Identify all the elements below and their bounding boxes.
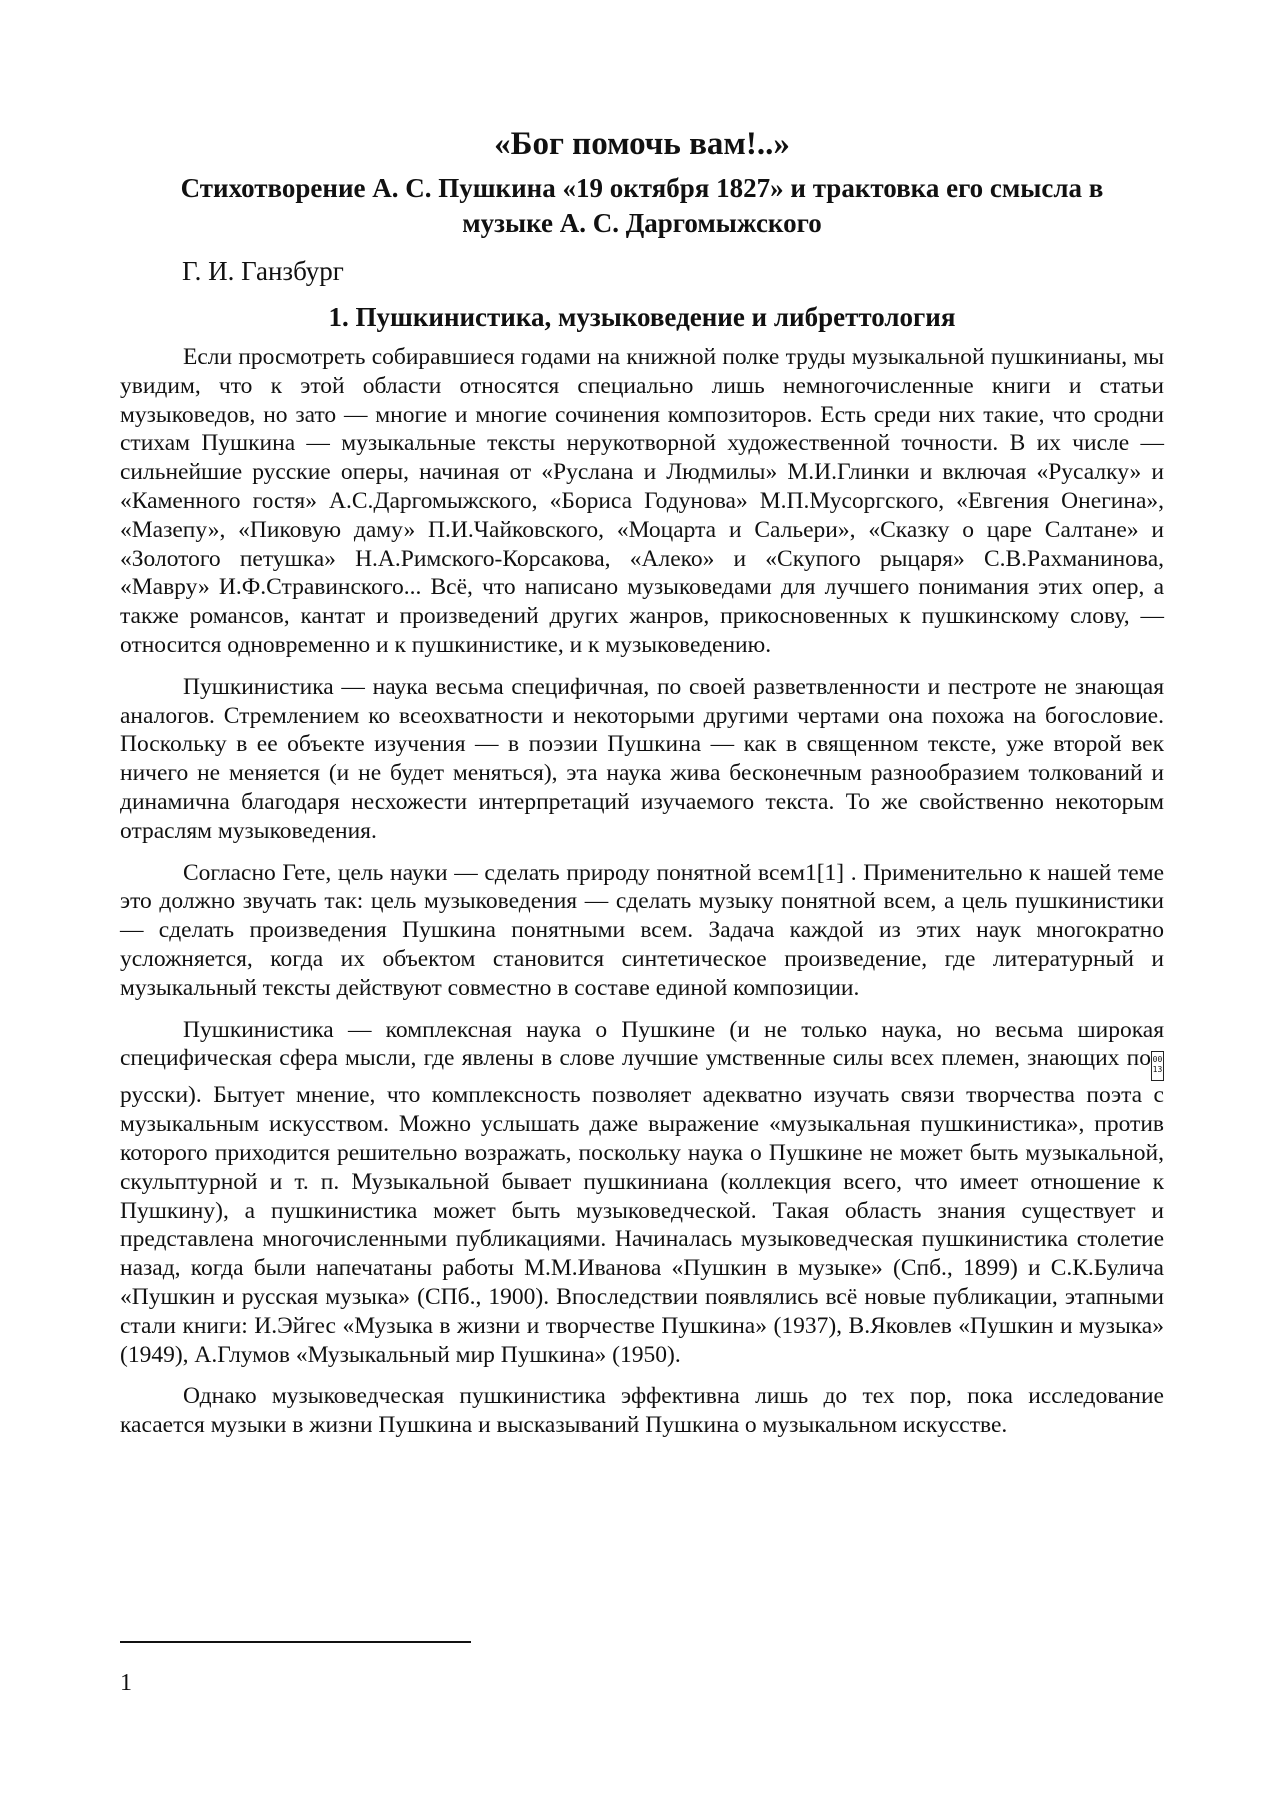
paragraph-5: Однако музыковедческая пушкинистика эффективна лишь до тех пор, пока исследование касается музыки в жизни Пушкина и высказываний Пушкина о музыкальном искусстве. <box>120 1383 1164 1439</box>
author-name: Г. И. Ганзбург <box>182 256 344 286</box>
document-title: «Бог помочь вам!..» <box>494 126 790 162</box>
paragraph-4 <box>120 1016 1164 1370</box>
document-subtitle <box>120 171 1164 241</box>
missing-glyph-box: 00 13 <box>1151 1051 1164 1081</box>
paragraph-1: Если просмотреть собиравшиеся годами на книжной полке труды музыкальной пушкинианы, мы увидим, что к этой области относятся специально лишь немногочисленные книги и статьи музыковедов, но зато — многие и многие сочинения композиторов. Есть среди них такие, что сродни стихам Пушкина — музыкальные тексты нерукотворной художественной точности. В их числе — сильнейшие русские оперы, начиная от «Руслана и Людмилы» М.И.Глинки и включая «Русалку» и «Каменного гостя» А.С.Даргомыжского, «Бориса Годунова» М.П.Мусоргского, «Евгения Онегина», «Мазепу», «Пиковую даму» П.И.Чайковского, «Моцарта и Сальери», «Сказку о царе Салтане» и «Золотого петушка» Н.А.Римского-Корсакова, «Алеко» и «Скупого рыцаря» С.В.Рахманинова, «Мавру» И.Ф.Стравинского... Всё, что написано музыковедами для лучшего понимания этих опер, а также романсов, кантат и произведений других жанров, прикосновенных к пушкинскому слову, — относится одновременно и к пушкинистике, и к музыковедению. <box>120 344 1164 658</box>
body-text <box>120 343 1164 1453</box>
footnote-separator <box>120 1641 471 1643</box>
paragraph-4-part-a: Пушкинистика — комплексная наука о Пушкине (и не только наука, но весьма широкая специфическая сфера мысли, где явлены в слове лучшие умственные силы всех племен, знающих по <box>120 1016 1164 1072</box>
paragraph-3: Согласно Гете, цель науки — сделать природу понятной всем1[1] . Применительно к нашей теме это должно звучать так: цель музыковедения — сделать музыку понятной всем, а цель пушкинистики — сделать произведения Пушкина понятными всем. Задача каждой из этих наук многократно усложняется, когда их объектом становится синтетическое произведение, где литературный и музыкальный тексты действуют совместно в составе единой композиции. <box>120 859 1164 1001</box>
subtitle-line-2: музыке А. С. Даргомыжского <box>462 208 822 238</box>
paragraph-4-part-b: русски). Бытует мнение, что комплексность позволяет адекватно изучать связи творчества поэта с музыкальным искусством. Можно услышать даже выражение «музыкальная пушкинистика», против которого приходится решительно возражать, поскольку наука о Пушкине не может быть музыкальной, скульптурной и т. п. Музыкальной бывает пушкиниана (коллекция всего, что имеет отношение к Пушкину), а пушкинистика может быть музыковедческой. Такая область знания существует и представлена многочисленными публикациями. Начиналась музыковедческая пушкинистика столетие назад, когда были напечатаны работы М.М.Иванова «Пушкин в музыке» (Спб., 1899) и С.К.Булича «Пушкин и русская музыка» (СПб., 1900). Впоследствии появлялись всё новые публикации, этапными стали книги: И.Эйгес «Музыка в жизни и творчестве Пушкина» (1937), В.Яковлев «Пушкин и музыка» (1949), А.Глумов «Музыкальный мир Пушкина» (1950). <box>120 1082 1164 1368</box>
paragraph-2: Пушкинистика — наука весьма специфичная, по своей разветвленности и пестроте не знающая аналогов. Стремлением ко всеохватности и некоторыми другими чертами она похожа на богословие. Поскольку в ее объекте изучения — в поэзии Пушкина — как в священном тексте, уже второй век ничего не меняется (и не будет меняться), эта наука жива бесконечным разнообразием толкований и динамична благодаря несхожести интерпретаций изучаемого текста. То же свойственно некоторым отраслям музыковедения. <box>120 673 1164 844</box>
footnote-number: 1 <box>120 1670 132 1696</box>
section-heading: 1. Пушкинистика, музыковедение и либреттология <box>328 302 956 332</box>
subtitle-line-1: Стихотворение А. С. Пушкина «19 октября 1827» и трактовка его смысла в <box>180 173 1104 203</box>
